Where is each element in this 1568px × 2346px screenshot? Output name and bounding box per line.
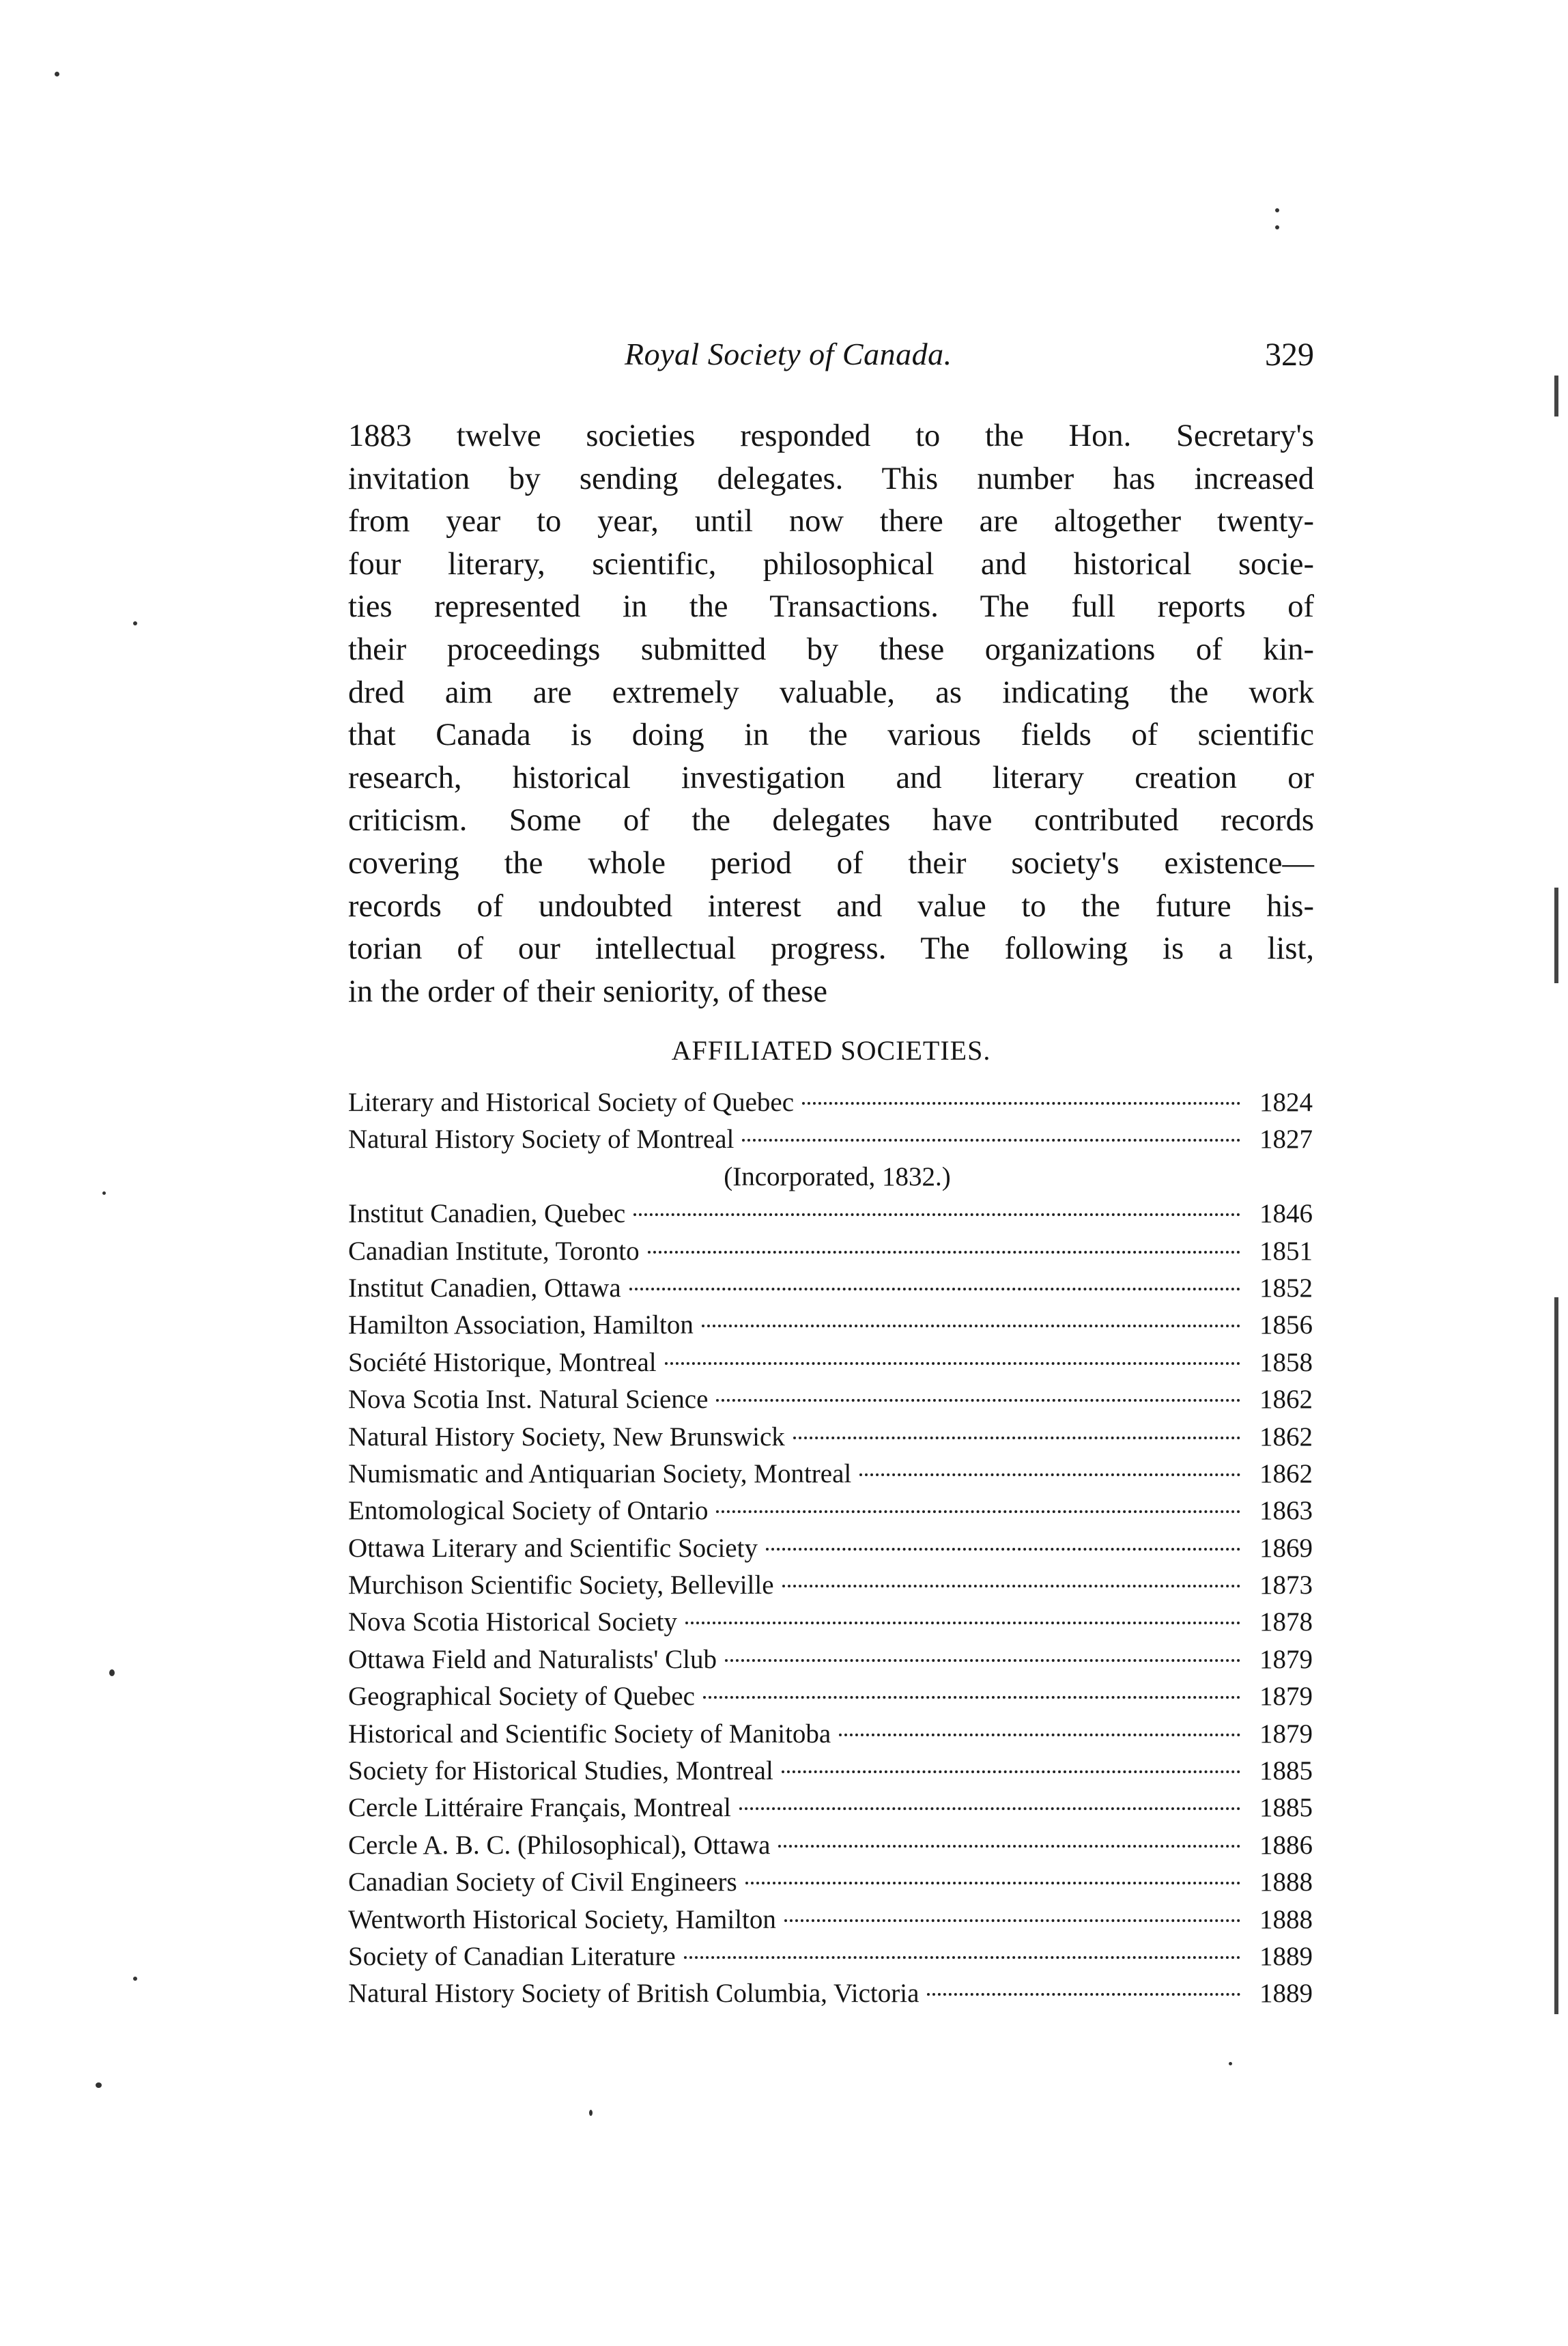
dot-leader [725, 1659, 1240, 1662]
list-item [348, 1827, 1313, 1864]
list-item [348, 1419, 1313, 1456]
society-year: 1885 [1259, 1756, 1313, 1786]
scan-speck [109, 1669, 115, 1676]
scan-speck [133, 621, 137, 625]
body-line: four literary, scientific, philosophical and historical socie- [348, 546, 1314, 582]
body-line: ties represented in the Transactions. The full reports of [348, 589, 1314, 625]
scan-speck [96, 2082, 102, 2088]
dot-leader [716, 1399, 1240, 1402]
dot-leader [927, 1993, 1240, 1996]
dot-leader [802, 1102, 1240, 1105]
dot-leader [745, 1882, 1240, 1884]
page-edge-mark [1554, 888, 1558, 983]
society-name: Numismatic and Antiquarian Society, Montreal [348, 1458, 852, 1488]
society-year: 1889 [1259, 1979, 1313, 2009]
list-item [348, 1864, 1313, 1901]
society-name: Canadian Institute, Toronto [348, 1236, 640, 1266]
society-name: Nova Scotia Historical Society [348, 1607, 677, 1637]
dot-leader [716, 1510, 1240, 1513]
society-year: 1846 [1259, 1199, 1313, 1229]
list-item [348, 1678, 1313, 1715]
incorporation-note: (Incorporated, 1832.) [724, 1161, 951, 1191]
scan-speck [1229, 2062, 1232, 2065]
dot-leader [742, 1139, 1240, 1142]
society-year: 1889 [1259, 1941, 1313, 1971]
society-name: Natural History Society of Montreal [348, 1125, 735, 1155]
page-edge-mark [1554, 1297, 1558, 2014]
dot-leader [782, 1585, 1240, 1587]
society-year: 1827 [1259, 1125, 1313, 1155]
dot-leader [665, 1362, 1240, 1365]
society-name: Natural History Society, New Brunswick [348, 1422, 785, 1452]
society-name: Ottawa Literary and Scientific Society [348, 1533, 758, 1563]
scan-speck [102, 1191, 106, 1195]
dot-leader [633, 1213, 1240, 1216]
societies-list [348, 1084, 1313, 2013]
body-line: from year to year, until now there are altogether twenty- [348, 504, 1314, 539]
society-name: Canadian Society of Civil Engineers [348, 1867, 737, 1897]
list-item [348, 1753, 1313, 1790]
society-year: 1862 [1259, 1458, 1313, 1488]
society-year: 1888 [1259, 1904, 1313, 1934]
dot-leader [778, 1845, 1240, 1848]
list-item [348, 1456, 1313, 1493]
society-name: Ottawa Field and Naturalists' Club [348, 1644, 717, 1674]
society-name: Murchison Scientific Society, Belleville [348, 1570, 774, 1600]
society-name: Natural History Society of British Columbia, Victoria [348, 1979, 920, 2009]
page-edge-mark [1554, 376, 1558, 416]
section-heading: AFFILIATED SOCIETIES. [671, 1035, 991, 1066]
list-item [348, 1641, 1313, 1678]
body-line: torian of our intellectual progress. The following is a list, [348, 931, 1314, 967]
society-name: Geographical Society of Quebec [348, 1682, 695, 1712]
society-name: Institut Canadien, Ottawa [348, 1273, 621, 1303]
scan-speck [1275, 208, 1279, 212]
society-year: 1863 [1259, 1496, 1313, 1526]
list-item [348, 1975, 1313, 2012]
dot-leader [739, 1807, 1240, 1810]
society-year: 1862 [1259, 1385, 1313, 1415]
society-name: Literary and Historical Society of Quebec [348, 1088, 795, 1117]
dot-leader [702, 1325, 1240, 1327]
body-paragraph [348, 415, 1314, 1013]
society-name: Society for Historical Studies, Montreal [348, 1756, 773, 1786]
list-item [348, 1381, 1313, 1418]
list-item [348, 1307, 1313, 1344]
society-year: 1873 [1259, 1570, 1313, 1600]
list-item [348, 1938, 1313, 1975]
list-item [348, 1121, 1313, 1158]
society-year: 1886 [1259, 1830, 1313, 1860]
list-item [348, 1233, 1313, 1270]
society-year: 1879 [1259, 1682, 1313, 1712]
society-year: 1858 [1259, 1347, 1313, 1377]
society-name: Entomological Society of Ontario [348, 1496, 709, 1526]
dot-leader [629, 1288, 1240, 1290]
society-year: 1852 [1259, 1273, 1313, 1303]
society-year: 1888 [1259, 1867, 1313, 1897]
society-year: 1885 [1259, 1793, 1313, 1823]
dot-leader [648, 1251, 1240, 1254]
body-line: that Canada is doing in the various fields of scientific [348, 718, 1314, 753]
dot-leader [859, 1473, 1240, 1476]
list-item [348, 1604, 1313, 1641]
society-year: 1824 [1259, 1088, 1313, 1117]
dot-leader [684, 1956, 1240, 1959]
society-year: 1879 [1259, 1719, 1313, 1749]
society-name: Historical and Scientific Society of Manitoba [348, 1719, 831, 1749]
society-year: 1856 [1259, 1310, 1313, 1340]
society-year: 1851 [1259, 1236, 1313, 1266]
scan-speck [133, 1977, 137, 1981]
list-item [348, 1344, 1313, 1381]
running-head [348, 336, 1314, 391]
list-item [348, 1716, 1313, 1753]
society-name: Cercle Littéraire Français, Montreal [348, 1793, 731, 1823]
list-item [348, 1902, 1313, 1938]
society-year: 1869 [1259, 1533, 1313, 1563]
dot-leader [685, 1622, 1240, 1624]
society-name: Société Historique, Montreal [348, 1347, 657, 1377]
page-number: 329 [1265, 337, 1314, 373]
scan-speck [1275, 225, 1279, 229]
scan-speck [589, 2110, 593, 2116]
body-line: research, historical investigation and literary creation or [348, 760, 1314, 795]
list-item [348, 1084, 1313, 1121]
body-line: criticism. Some of the delegates have contributed records [348, 803, 1314, 838]
society-year: 1879 [1259, 1644, 1313, 1674]
dot-leader [766, 1548, 1240, 1551]
dot-leader [793, 1437, 1240, 1439]
list-item [348, 1530, 1313, 1567]
list-item [348, 1196, 1313, 1232]
body-line: records of undoubted interest and value to the future his- [348, 888, 1314, 924]
list-item [348, 1270, 1313, 1307]
society-year: 1878 [1259, 1607, 1313, 1637]
body-line: dred aim are extremely valuable, as indicating the work [348, 675, 1314, 710]
dot-leader [782, 1770, 1240, 1773]
dot-leader [839, 1734, 1240, 1736]
society-name: Institut Canadien, Quebec [348, 1199, 626, 1229]
society-name: Wentworth Historical Society, Hamilton [348, 1904, 776, 1934]
body-line: their proceedings submitted by these organizations of kin- [348, 632, 1314, 667]
society-name: Nova Scotia Inst. Natural Science [348, 1385, 709, 1415]
society-name: Hamilton Association, Hamilton [348, 1310, 694, 1340]
dot-leader [703, 1696, 1240, 1699]
society-name: Society of Canadian Literature [348, 1941, 676, 1971]
society-year: 1862 [1259, 1422, 1313, 1452]
dot-leader [784, 1919, 1240, 1922]
list-item [348, 1567, 1313, 1604]
body-line: covering the whole period of their society's existence— [348, 845, 1314, 881]
society-name: Cercle A. B. C. (Philosophical), Ottawa [348, 1830, 771, 1860]
scan-speck [55, 72, 59, 76]
running-title: Royal Society of Canada. [625, 337, 952, 371]
body-line: 1883 twelve societies responded to the Hon. Secretary's [348, 419, 1314, 453]
body-line: in the order of their seniority, of these [348, 974, 828, 1009]
body-line: invitation by sending delegates. This number has increased [348, 461, 1314, 496]
list-item [348, 1493, 1313, 1529]
list-item [348, 1790, 1313, 1826]
